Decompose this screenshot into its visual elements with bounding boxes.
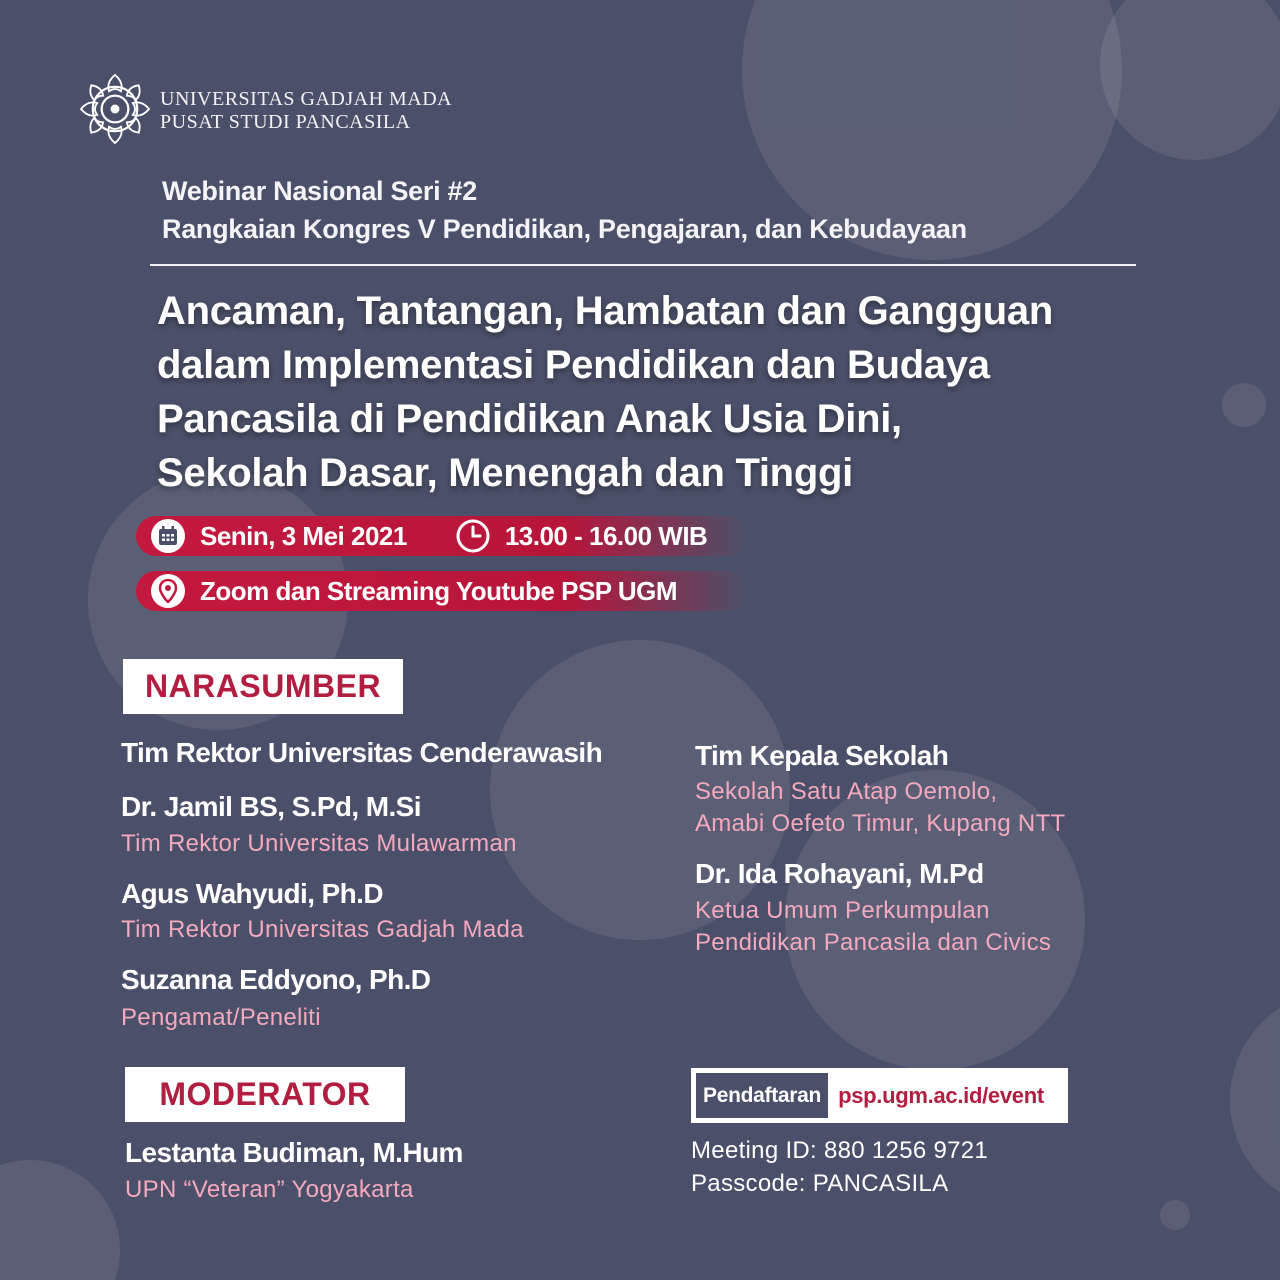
meeting-passcode: Passcode: PANCASILA xyxy=(691,1170,949,1197)
clock-icon xyxy=(455,518,491,554)
bubble-bottom-left xyxy=(0,1160,120,1280)
series-line-2: Rangkaian Kongres V Pendidikan, Pengajaran, dan Kebudayaan xyxy=(162,214,967,244)
speaker-role: Ketua Umum Perkumpulan xyxy=(695,897,990,924)
meeting-info xyxy=(691,1134,988,1200)
speaker-role: Amabi Oefeto Timur, Kupang NTT xyxy=(695,810,1066,837)
date-time-pill xyxy=(136,516,748,556)
title-line-4: Sekolah Dasar, Menengah dan Tinggi xyxy=(157,451,853,495)
divider xyxy=(150,264,1136,266)
series-line-1: Webinar Nasional Seri #2 xyxy=(162,176,477,206)
venue-pill xyxy=(136,571,748,611)
moderator-name: Lestanta Budiman, M.Hum xyxy=(125,1137,463,1168)
title-line-2: dalam Implementasi Pendidikan dan Budaya xyxy=(157,343,990,387)
registration-url[interactable]: psp.ugm.ac.id/event xyxy=(838,1082,1044,1108)
registration-label: Pendaftaran xyxy=(696,1073,828,1118)
moderator-role: UPN “Veteran” Yogyakarta xyxy=(125,1176,414,1203)
ugm-seal-icon xyxy=(78,72,152,146)
bubble-bottom-dot xyxy=(1160,1200,1190,1230)
speaker-role: Sekolah Satu Atap Oemolo, xyxy=(695,778,998,805)
speaker-name: Dr. Jamil BS, S.Pd, M.Si xyxy=(121,791,421,822)
speaker-name: Tim Rektor Universitas Cenderawasih xyxy=(121,737,603,768)
speaker-role: Tim Rektor Universitas Mulawarman xyxy=(121,830,517,857)
bubble-right-dot xyxy=(1222,383,1266,427)
title-line-1: Ancaman, Tantangan, Hambatan dan Gangguan xyxy=(157,289,1053,333)
event-time: 13.00 - 16.00 WIB xyxy=(504,520,708,551)
bubble-right-edge xyxy=(1230,990,1280,1210)
speaker-role: Pengamat/Peneliti xyxy=(121,1004,321,1031)
speaker-role: Pendidikan Pancasila dan Civics xyxy=(695,929,1052,956)
meeting-id: Meeting ID: 880 1256 9721 xyxy=(691,1137,989,1164)
university-name: UNIVERSITAS GADJAH MADA xyxy=(160,88,453,110)
speaker-name: Agus Wahyudi, Ph.D xyxy=(121,878,383,909)
institution-name xyxy=(160,88,452,134)
webinar-series xyxy=(162,172,967,248)
moderator-heading: MODERATOR xyxy=(125,1067,405,1122)
webinar-title xyxy=(157,284,1157,500)
bubble-top-right-small xyxy=(1100,0,1280,160)
speaker-name: Tim Kepala Sekolah xyxy=(695,740,949,771)
title-line-3: Pancasila di Pendidikan Anak Usia Dini, xyxy=(157,397,902,441)
speakers-heading: NARASUMBER xyxy=(123,659,403,714)
location-pin-icon xyxy=(151,574,185,608)
speaker-name: Suzanna Eddyono, Ph.D xyxy=(121,964,431,995)
center-name: PUSAT STUDI PANCASILA xyxy=(160,111,411,133)
speaker-name: Dr. Ida Rohayani, M.Pd xyxy=(695,858,984,889)
registration-box xyxy=(691,1068,1068,1123)
event-venue: Zoom dan Streaming Youtube PSP UGM xyxy=(200,575,678,606)
event-date: Senin, 3 Mei 2021 xyxy=(200,520,407,551)
speaker-role: Tim Rektor Universitas Gadjah Mada xyxy=(121,916,524,943)
calendar-icon xyxy=(151,519,185,553)
